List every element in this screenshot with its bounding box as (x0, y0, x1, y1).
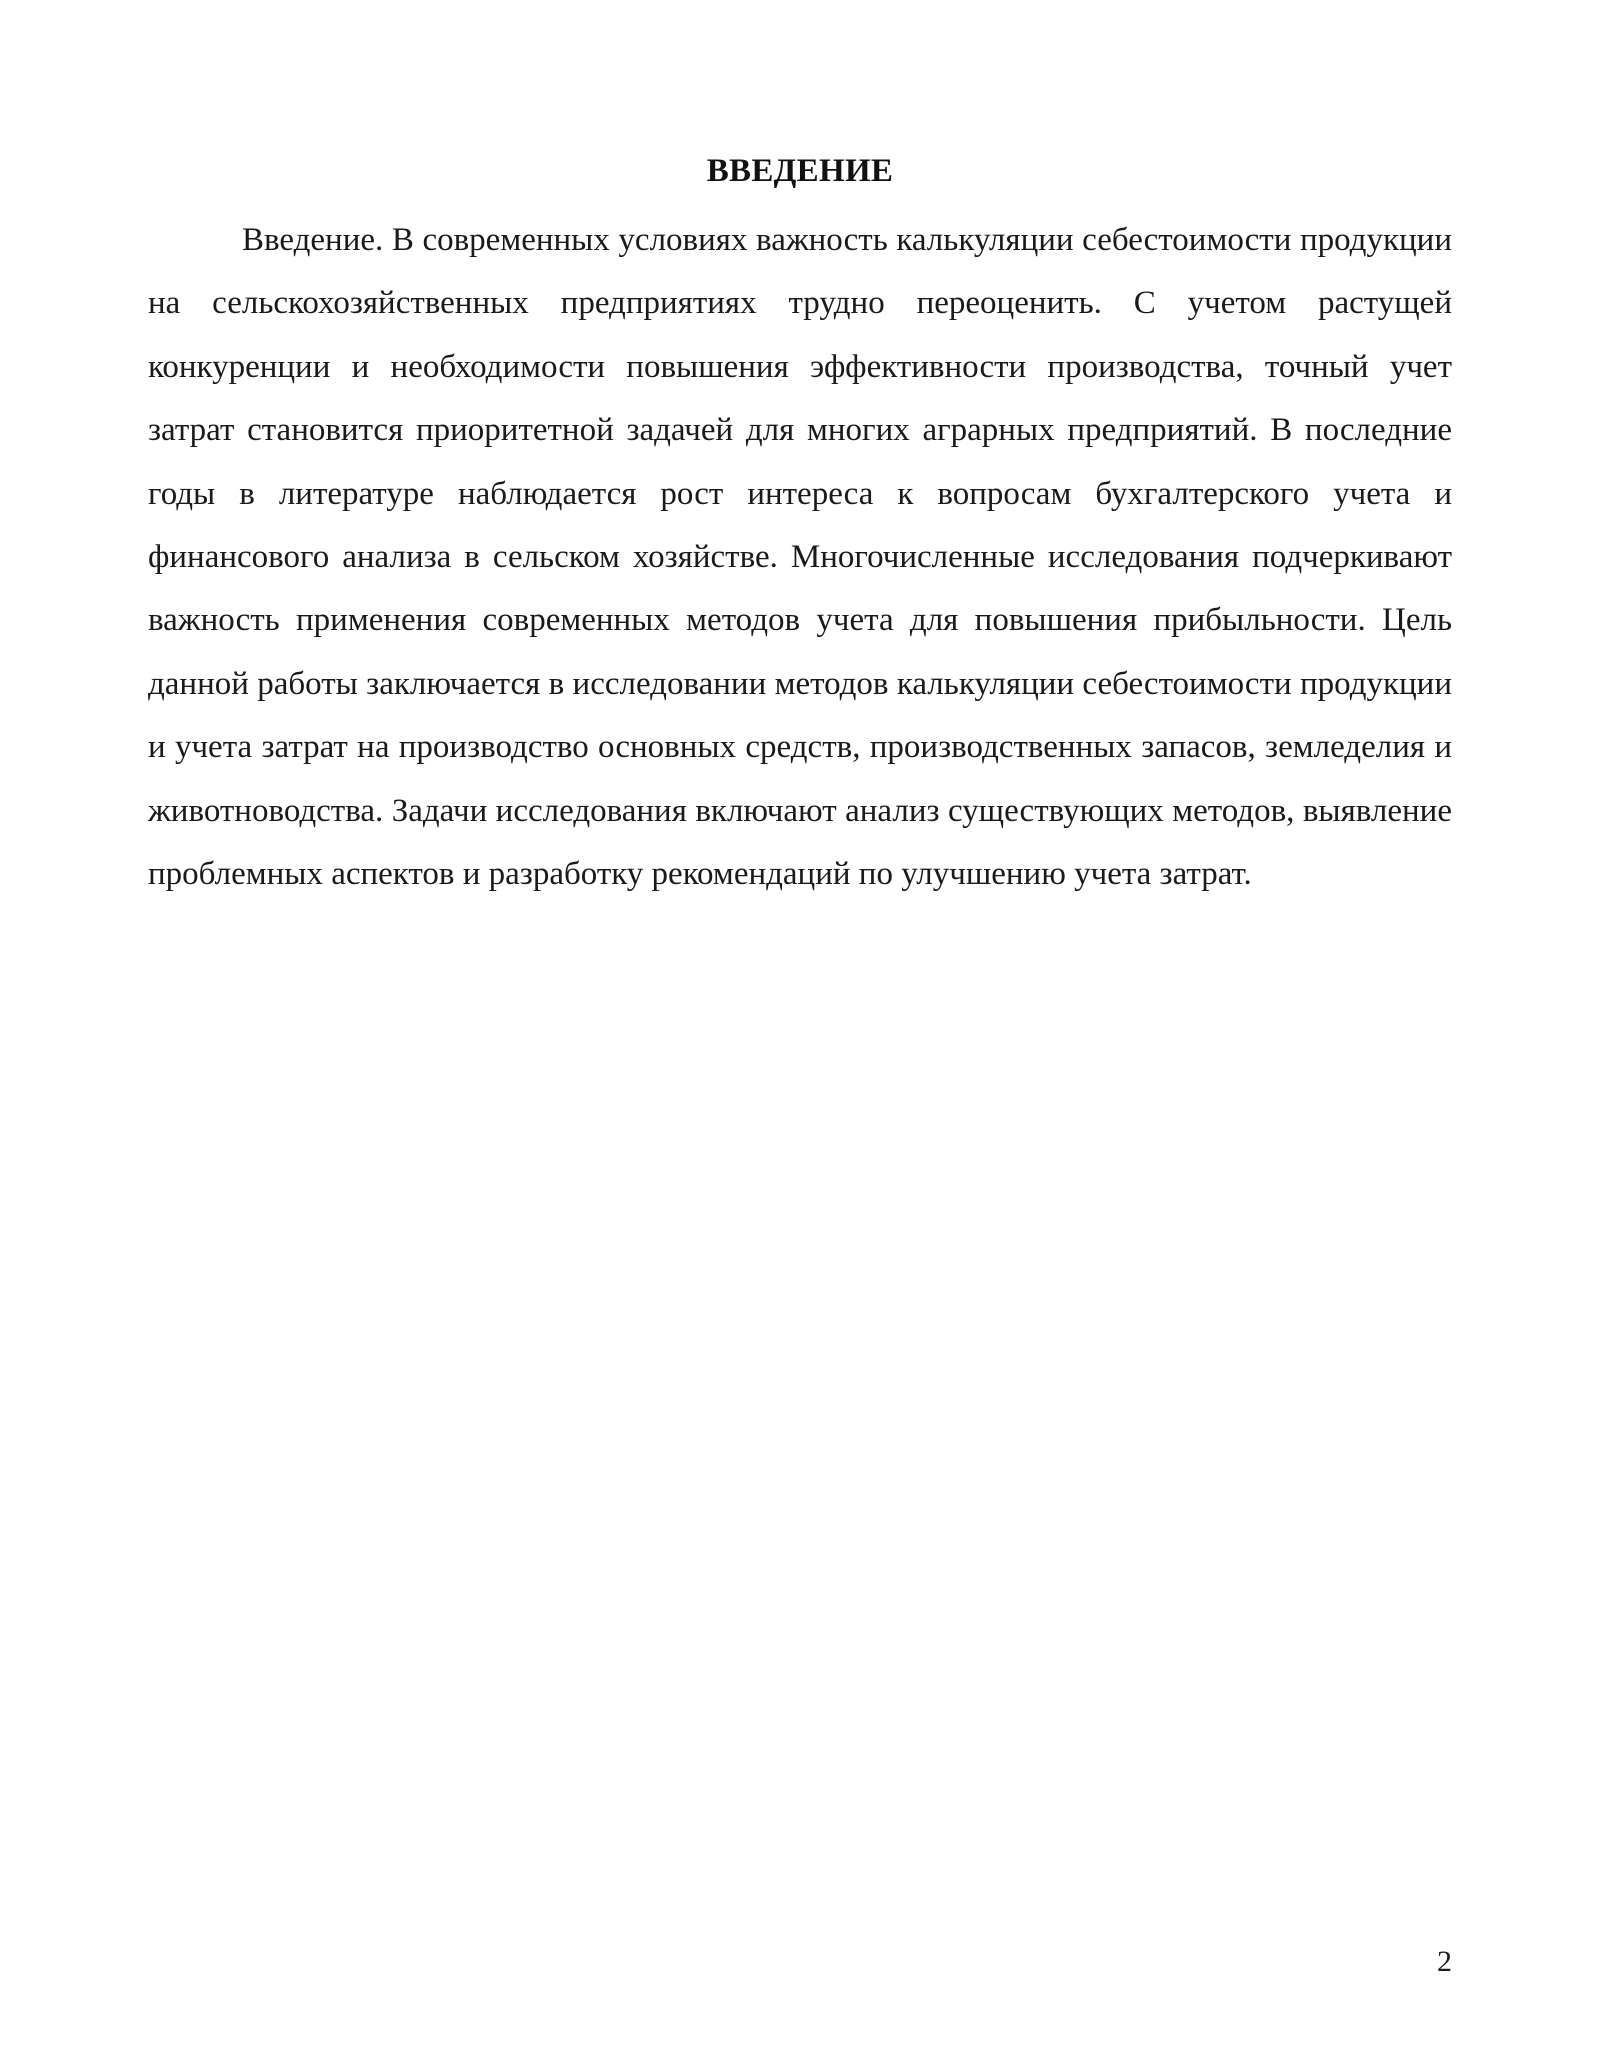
page-content (148, 145, 1452, 906)
section-heading: ВВЕДЕНИЕ (706, 153, 894, 189)
body-paragraph: Введение. В современных условиях важность калькуляции себестоимости продукции на сельскохозяйственных предприятиях трудно переоценить. С учетом растущей конкуренции и необходимости повышения эффективности производства, точный учет затрат становится приоритетной задачей для многих аграрных предприятий. В последние годы в литературе наблюдается рост интереса к вопросам бухгалтерского учета и финансового анализа в сельском хозяйстве. Многочисленные исследования подчеркивают важность применения современных методов учета для повышения прибыльности. Цель данной работы заключается в исследовании методов калькуляции себестоимости продукции и учета затрат на производство основных средств, производственных запасов, земледелия и животноводства. Задачи исследования включают анализ существующих методов, выявление проблемных аспектов и разработку рекомендаций по улучшению учета затрат. (148, 222, 1452, 893)
page-number: 2 (1437, 1945, 1452, 1978)
